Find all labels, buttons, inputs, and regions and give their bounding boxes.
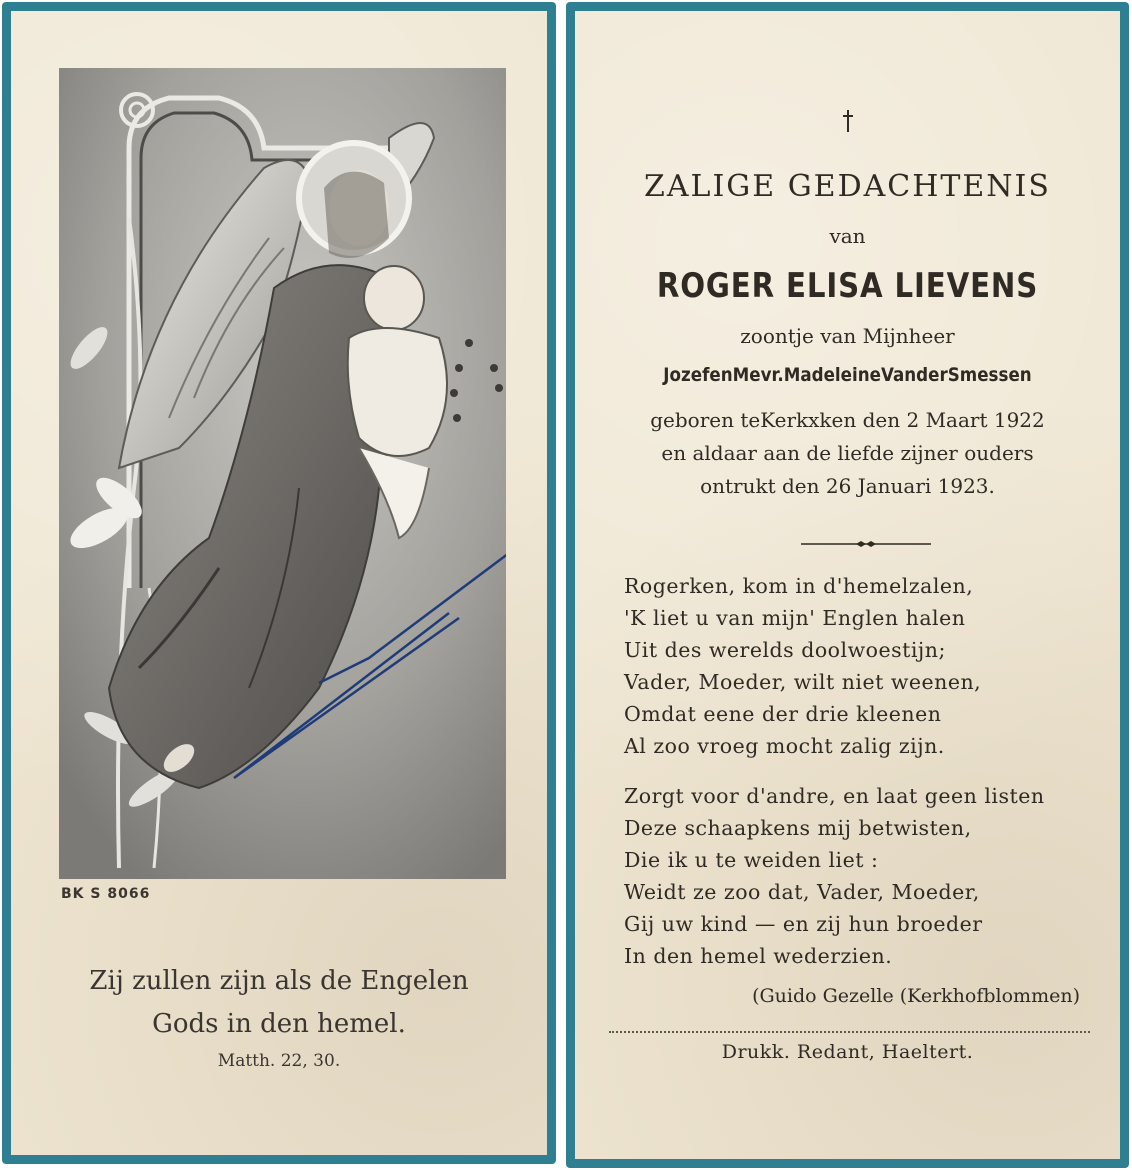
birth-line: geboren teKerkxken den 2 Maart 1922 [650,408,1045,432]
death-line: ontrukt den 26 Januari 1923. [700,474,995,498]
poem-line: 'K liet u van mijn' Englen halen [624,606,966,630]
poem-line: Rogerken, kom in d'hemelzalen, [624,574,974,598]
poem-line: Die ik u te weiden liet : [624,848,879,872]
son-of-line: zoontje van Mijnheer [740,324,955,348]
cross-icon [575,109,1120,138]
poem-attribution: (Guido Gezelle (Kerkhofblommen) [752,985,1080,1007]
poem-line: Weidt ze zoo dat, Vader, Moeder, [624,880,980,904]
printer-credit: Drukk. Redant, Haeltert. [721,1041,974,1063]
poem-line: Vader, Moeder, wilt niet weenen, [624,670,982,694]
poem-line: Zorgt voor d'andre, en laat geen listen [624,784,1045,808]
memorial-heading: ZALIGE GEDACHTENIS [644,169,1051,204]
poem-line: In den hemel wederzien. [624,944,893,968]
divider-ornament-icon [801,532,931,538]
poem-line: Deze schaapkens mij betwisten, [624,816,972,840]
scripture-reference: Matth. 22, 30. [217,1051,341,1071]
left-card-paper [11,11,547,1155]
right-card-paper [575,11,1120,1159]
van-label: van [829,224,866,248]
poem-line: Omdat eene der drie kleenen [624,702,942,726]
print-code: BK S 8066 [61,886,151,902]
poem-line: Al zoo vroeg mocht zalig zijn. [624,734,945,758]
poem-line: Uit des werelds doolwoestijn; [624,638,946,662]
left-card [2,2,556,1164]
info-line-2: en aldaar aan de liefde zijner ouders [661,441,1034,465]
poem-line: Gij uw kind — en zij hun broeder [624,912,983,936]
right-card [566,2,1129,1168]
dotted-rule [609,1031,1090,1033]
angel-with-child-illustration [59,68,506,879]
scripture-line-2: Gods in den hemel. [152,1009,406,1039]
parents-line: JozefenMevr.MadeleineVanderSmessen [663,364,1032,386]
scripture-line-1: Zij zullen zijn als de Engelen [89,966,469,996]
deceased-name: ROGER ELISA LIEVENS [656,266,1039,306]
